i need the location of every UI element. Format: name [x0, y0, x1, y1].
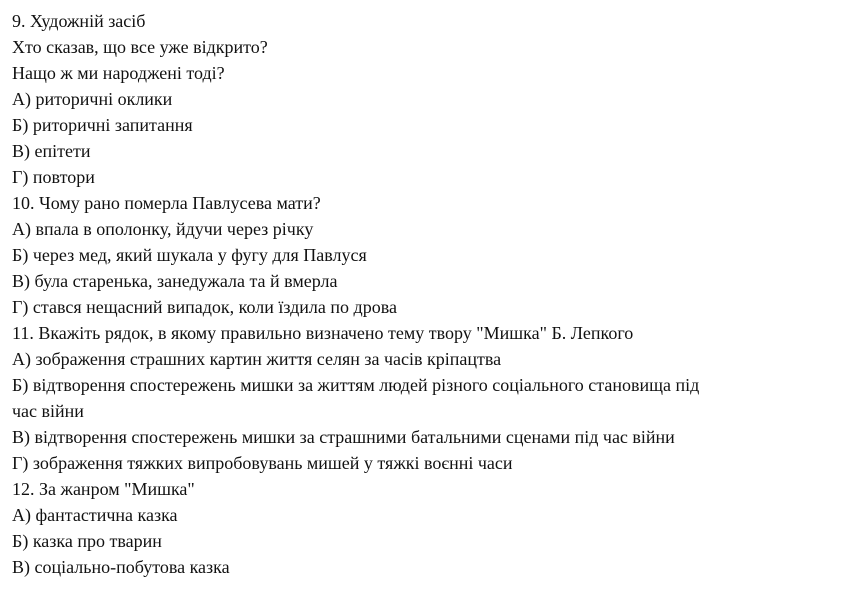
question-12-option-a: А) фантастична казка [12, 505, 178, 525]
question-9-option-c: В) епітети [12, 141, 91, 161]
question-11-option-b: Б) відтворення спостережень мишки за життям людей різного соціального становища під [12, 375, 700, 395]
question-9-option-a: А) риторичні оклики [12, 89, 173, 109]
question-10-option-b: Б) через мед, який шукала у фугу для Павлуся [12, 245, 367, 265]
question-11-option-a: А) зображення страшних картин життя селян за часів кріпацтва [12, 349, 502, 369]
question-12-option-b: Б) казка про тварин [12, 531, 162, 551]
question-11-title: 11. Вкажіть рядок, в якому правильно визначено тему твору "Мишка" Б. Лепкого [12, 323, 634, 343]
question-11-option-c: В) відтворення спостережень мишки за страшними батальними сценами під час війни [12, 427, 675, 447]
question-12-title: 12. За жанром "Мишка" [12, 479, 195, 499]
question-10-title: 10. Чому рано померла Павлусева мати? [12, 193, 321, 213]
question-12-option-c: В) соціально-побутова казка [12, 557, 230, 577]
question-11-option-b-continuation: час війни [12, 401, 84, 421]
question-9-title: 9. Художній засіб [12, 11, 146, 31]
poem-line-1: Хто сказав, що все уже відкрито? [12, 37, 268, 57]
question-9-option-b: Б) риторичні запитання [12, 115, 193, 135]
poem-line-2: Нащо ж ми народжені тоді? [12, 63, 225, 83]
question-10-option-d: Г) стався нещасний випадок, коли їздила по дрова [12, 297, 397, 317]
question-10-option-c: В) була старенька, занедужала та й вмерла [12, 271, 338, 291]
question-9-option-d: Г) повтори [12, 167, 95, 187]
question-10-option-a: А) впала в ополонку, йдучи через річку [12, 219, 314, 239]
question-11-option-d: Г) зображення тяжких випробовувань мишей у тяжкі воєнні часи [12, 453, 513, 473]
